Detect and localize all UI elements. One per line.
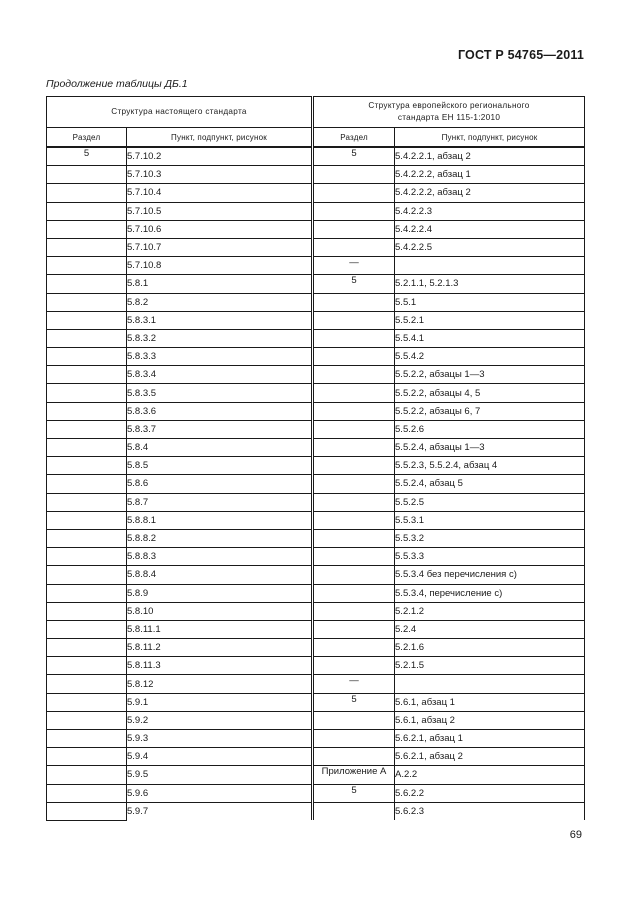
row-item: 5.9.6 (127, 784, 313, 802)
row-european-item: 5.4.2.2.2, абзац 1 (395, 166, 585, 184)
table-row (47, 693, 585, 711)
table-row (47, 475, 585, 493)
table-row (47, 602, 585, 620)
row-item: 5.9.5 (127, 766, 313, 784)
table-row (47, 311, 585, 329)
row-item: 5.7.10.3 (127, 166, 313, 184)
table-row (47, 202, 585, 220)
table-row (47, 184, 585, 202)
row-european-item: 5.2.1.6 (395, 639, 585, 657)
row-european-section (313, 657, 395, 675)
row-section (47, 657, 127, 675)
row-item: 5.8.3.7 (127, 420, 313, 438)
table-row (47, 566, 585, 584)
row-european-item: 5.4.2.2.3 (395, 202, 585, 220)
table-row (47, 675, 585, 693)
row-european-item: 5.5.2.4, абзац 5 (395, 475, 585, 493)
header-european-line2: стандарта ЕН 115-1:2010 (397, 113, 501, 122)
row-european-section (313, 348, 395, 366)
table-row (47, 329, 585, 347)
row-section (47, 293, 127, 311)
row-item: 5.7.10.4 (127, 184, 313, 202)
row-item: 5.8.3.5 (127, 384, 313, 402)
row-item: 5.7.10.7 (127, 238, 313, 256)
row-european-section: 5 (313, 784, 395, 802)
row-section (47, 257, 127, 275)
row-european-item: 5.5.3.2 (395, 529, 585, 547)
row-section (47, 402, 127, 420)
col-header-item: Пункт, подпункт, рисунок (127, 128, 313, 148)
row-european-section (313, 602, 395, 620)
table-row (47, 384, 585, 402)
row-item: 5.8.8.3 (127, 548, 313, 566)
table-row (47, 439, 585, 457)
row-european-section (313, 511, 395, 529)
row-european-item: 5.6.2.3 (395, 802, 585, 820)
col-header-section-right: Раздел (313, 128, 395, 148)
row-section (47, 584, 127, 602)
row-item: 5.8.12 (127, 675, 313, 693)
row-european-section (313, 402, 395, 420)
table-row (47, 275, 585, 293)
table-row (47, 257, 585, 275)
row-european-item: 5.2.4 (395, 620, 585, 638)
row-european-item: 5.5.2.5 (395, 493, 585, 511)
row-european-section (313, 548, 395, 566)
table-row (47, 730, 585, 748)
row-european-section (313, 329, 395, 347)
row-section (47, 384, 127, 402)
row-european-section (313, 620, 395, 638)
row-section (47, 529, 127, 547)
row-section (47, 693, 127, 711)
row-item: 5.9.1 (127, 693, 313, 711)
row-european-item: 5.5.3.4 без перечисления с) (395, 566, 585, 584)
row-section (47, 311, 127, 329)
row-european-section (313, 493, 395, 511)
table-row (47, 748, 585, 766)
page-number: 69 (569, 829, 582, 841)
row-european-item: 5.6.2.2 (395, 784, 585, 802)
row-european-item: 5.5.2.3, 5.5.2.4, абзац 4 (395, 457, 585, 475)
table-row (47, 657, 585, 675)
row-section (47, 420, 127, 438)
table-row (47, 238, 585, 256)
row-item: 5.9.2 (127, 711, 313, 729)
col-header-section: Раздел (47, 128, 127, 148)
row-section (47, 784, 127, 802)
row-item: 5.8.8.1 (127, 511, 313, 529)
row-european-item: 5.4.2.2.1, абзац 2 (395, 147, 585, 166)
table-row (47, 639, 585, 657)
row-item: 5.8.1 (127, 275, 313, 293)
row-european-item: 5.5.3.3 (395, 548, 585, 566)
row-section (47, 748, 127, 766)
row-european-item: 5.5.2.2, абзацы 1—3 (395, 366, 585, 384)
row-european-section (313, 293, 395, 311)
row-section (47, 184, 127, 202)
row-item: 5.8.9 (127, 584, 313, 602)
row-european-section: Приложение А (313, 766, 395, 784)
row-section (47, 366, 127, 384)
row-item: 5.8.7 (127, 493, 313, 511)
row-european-section (313, 584, 395, 602)
row-section (47, 802, 127, 820)
row-section (47, 493, 127, 511)
row-european-section (313, 220, 395, 238)
row-european-section (313, 238, 395, 256)
row-item: 5.7.10.8 (127, 257, 313, 275)
row-section (47, 566, 127, 584)
table-row (47, 529, 585, 547)
row-european-section: 5 (313, 693, 395, 711)
row-item: 5.8.8.2 (127, 529, 313, 547)
table-row (47, 784, 585, 802)
row-european-section (313, 439, 395, 457)
row-section (47, 475, 127, 493)
row-item: 5.8.6 (127, 475, 313, 493)
table-row (47, 620, 585, 638)
row-item: 5.8.11.1 (127, 620, 313, 638)
row-section (47, 220, 127, 238)
row-european-section (313, 711, 395, 729)
row-item: 5.8.3.6 (127, 402, 313, 420)
row-section (47, 548, 127, 566)
table-row (47, 584, 585, 602)
row-item: 5.7.10.2 (127, 147, 313, 166)
row-section (47, 348, 127, 366)
row-european-section (313, 529, 395, 547)
row-european-item: 5.5.2.1 (395, 311, 585, 329)
table-row (47, 166, 585, 184)
table-row (47, 711, 585, 729)
header-european-standard (313, 97, 585, 128)
row-european-item (395, 257, 585, 275)
row-european-item: 5.2.1.2 (395, 602, 585, 620)
row-section (47, 202, 127, 220)
row-european-section: 5 (313, 275, 395, 293)
row-european-item: 5.5.2.4, абзацы 1—3 (395, 439, 585, 457)
row-european-item: 5.4.2.2.2, абзац 2 (395, 184, 585, 202)
row-european-section (313, 202, 395, 220)
row-european-item: 5.4.2.2.4 (395, 220, 585, 238)
row-item: 5.8.8.4 (127, 566, 313, 584)
row-section (47, 675, 127, 693)
row-european-section (313, 802, 395, 820)
table-row (47, 511, 585, 529)
row-item: 5.8.3.4 (127, 366, 313, 384)
row-european-item (395, 675, 585, 693)
row-european-section: — (313, 257, 395, 275)
row-section (47, 275, 127, 293)
header-current-standard: Структура настоящего стандарта (47, 97, 313, 128)
row-european-section: 5 (313, 147, 395, 166)
row-european-section: — (313, 675, 395, 693)
row-european-item: 5.5.2.2, абзацы 4, 5 (395, 384, 585, 402)
table-row (47, 802, 585, 820)
row-european-item: 5.5.2.6 (395, 420, 585, 438)
row-item: 5.9.3 (127, 730, 313, 748)
table-row (47, 366, 585, 384)
row-item: 5.8.2 (127, 293, 313, 311)
table-row (47, 220, 585, 238)
row-european-item: А.2.2 (395, 766, 585, 784)
row-item: 5.8.11.2 (127, 639, 313, 657)
row-european-section (313, 566, 395, 584)
row-european-item: 5.5.2.2, абзацы 6, 7 (395, 402, 585, 420)
row-european-section (313, 384, 395, 402)
row-european-item: 5.6.1, абзац 2 (395, 711, 585, 729)
row-item: 5.7.10.5 (127, 202, 313, 220)
row-item: 5.8.3.1 (127, 311, 313, 329)
row-european-item: 5.5.4.2 (395, 348, 585, 366)
row-european-section (313, 457, 395, 475)
row-section (47, 730, 127, 748)
row-section (47, 166, 127, 184)
row-item: 5.8.5 (127, 457, 313, 475)
row-section (47, 766, 127, 784)
row-section (47, 620, 127, 638)
table-row (47, 457, 585, 475)
row-european-item: 5.4.2.2.5 (395, 238, 585, 256)
table-row (47, 348, 585, 366)
table-row (47, 147, 585, 166)
row-european-section (313, 475, 395, 493)
row-european-section (313, 420, 395, 438)
row-european-section (313, 748, 395, 766)
row-european-item: 5.5.1 (395, 293, 585, 311)
row-section (47, 238, 127, 256)
row-european-item: 5.5.4.1 (395, 329, 585, 347)
row-item: 5.8.3.3 (127, 348, 313, 366)
row-european-section (313, 366, 395, 384)
table-row (47, 293, 585, 311)
row-european-item: 5.5.3.4, перечисление с) (395, 584, 585, 602)
row-section (47, 457, 127, 475)
row-european-item: 5.2.1.1, 5.2.1.3 (395, 275, 585, 293)
row-item: 5.9.7 (127, 802, 313, 820)
col-header-item-right: Пункт, подпункт, рисунок (395, 128, 585, 148)
row-european-item: 5.6.2.1, абзац 2 (395, 748, 585, 766)
row-item: 5.9.4 (127, 748, 313, 766)
table-row (47, 402, 585, 420)
row-section (47, 639, 127, 657)
table-continuation-title: Продолжение таблицы ДБ.1 (46, 78, 188, 90)
row-european-item: 5.5.3.1 (395, 511, 585, 529)
row-european-section (313, 184, 395, 202)
row-european-section (313, 639, 395, 657)
row-european-item: 5.6.2.1, абзац 1 (395, 730, 585, 748)
correspondence-table (46, 96, 585, 821)
table-row (47, 493, 585, 511)
row-item: 5.8.10 (127, 602, 313, 620)
row-item: 5.8.11.3 (127, 657, 313, 675)
row-item: 5.8.3.2 (127, 329, 313, 347)
row-european-section (313, 311, 395, 329)
row-section (47, 439, 127, 457)
row-section: 5 (47, 147, 127, 166)
row-european-section (313, 730, 395, 748)
row-section (47, 711, 127, 729)
table-body (47, 147, 585, 820)
row-european-item: 5.2.1.5 (395, 657, 585, 675)
row-item: 5.8.4 (127, 439, 313, 457)
row-section (47, 511, 127, 529)
row-section (47, 602, 127, 620)
header-european-line1: Структура европейского регионального (368, 101, 530, 110)
table-row (47, 420, 585, 438)
table-row (47, 548, 585, 566)
table-row (47, 766, 585, 784)
row-european-item: 5.6.1, абзац 1 (395, 693, 585, 711)
document-code: ГОСТ Р 54765—2011 (457, 48, 584, 62)
row-european-section (313, 166, 395, 184)
row-section (47, 329, 127, 347)
row-item: 5.7.10.6 (127, 220, 313, 238)
